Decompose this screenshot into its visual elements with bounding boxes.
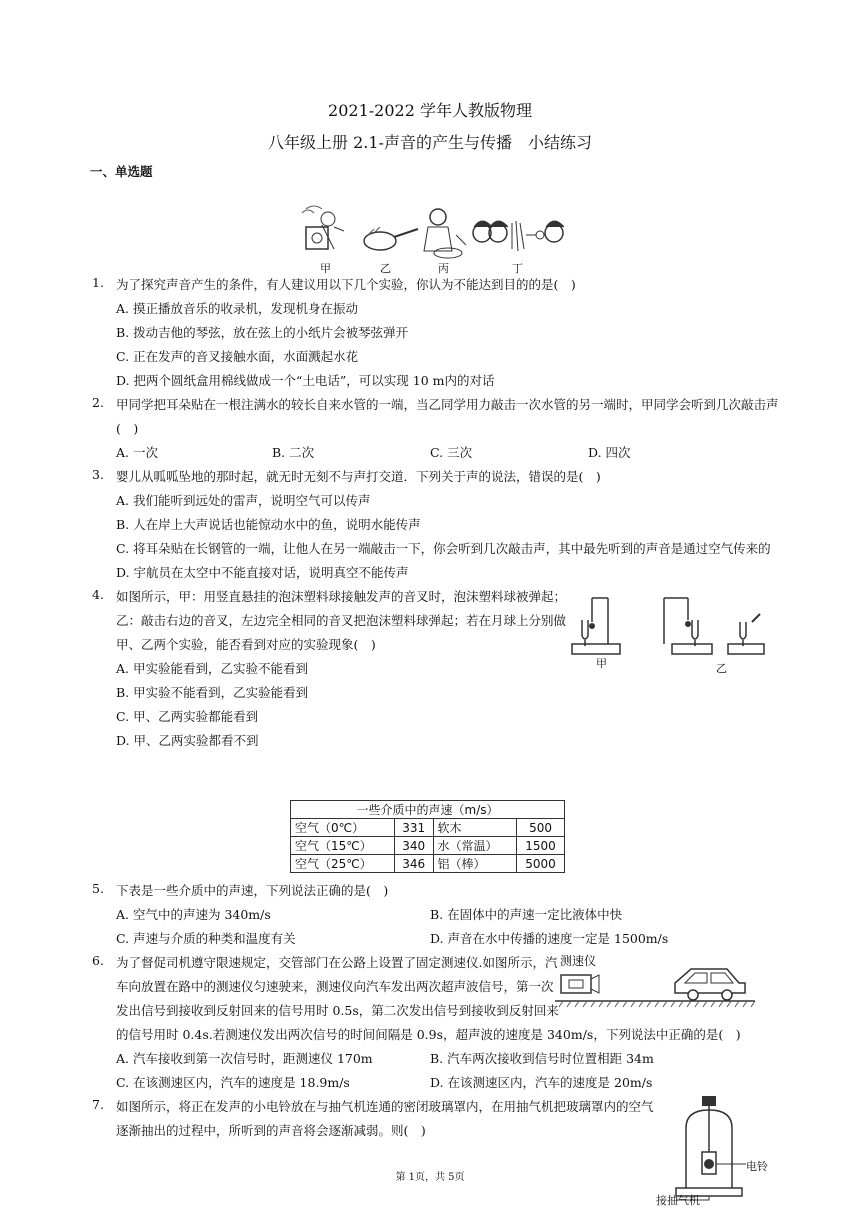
table-row [291, 855, 565, 873]
fig4-label-jia: 甲 [596, 657, 607, 670]
question-text-line2: 乙：敲击右边的音叉，左边完全相同的音叉把泡沫塑料球弹起；若在月球上分别做 [116, 613, 567, 628]
question-text-cont: ( ) [116, 421, 139, 436]
sound-speed-table [290, 800, 565, 873]
page-subtitle: 八年级上册 2.1-声音的产生与传播 小结练习 [268, 133, 592, 152]
question-text-line1: 如图所示，甲：用竖直悬挂的泡沫塑料球接触发声的音叉时，泡沫塑料球被弹起； [116, 589, 567, 604]
fig4-label-yi: 乙 [716, 662, 727, 675]
table-cell: 空气（0℃） [291, 819, 395, 837]
table-row [291, 801, 565, 819]
page-title: 2021-2022 学年人教版物理 [328, 101, 532, 120]
fig1-label-bing: 丙 [438, 262, 449, 275]
figure-speed-meter-car [555, 965, 760, 1015]
option-c: C. 正在发声的音叉接触水面，水面溅起水花 [116, 349, 359, 364]
option-a: A. 我们能听到远处的雷声，说明空气可以传声 [116, 493, 371, 508]
option-a: A. 一次 [116, 445, 158, 460]
option-b: B. 人在岸上大声说话也能惊动水中的鱼，说明水能传声 [116, 517, 421, 532]
table-cell: 铝（棒） [433, 855, 517, 873]
option-b: B. 二次 [272, 445, 315, 460]
question-text: 下表是一些介质中的声速，下列说法正确的是( ) [116, 883, 389, 898]
question-number: 1. [92, 275, 104, 290]
option-c: C. 在该测速区内，汽车的速度是 18.9m/s [116, 1075, 350, 1090]
fig1-label-yi: 乙 [380, 262, 391, 275]
option-c: C. 甲、乙两实验都能看到 [116, 709, 259, 724]
option-a: A. 汽车接收到第一次信号时，距测速仪 170m [116, 1051, 373, 1066]
option-d: D. 在该测速区内，汽车的速度是 20m/s [430, 1075, 653, 1090]
table-cell: 340 [394, 837, 433, 855]
option-d: D. 把两个圆纸盒用棉线做成一个“土电话”，可以实现 10 m内的对话 [116, 373, 495, 388]
question-text-line4: 的信号用时 0.4s.若测速仪发出两次信号的时间间隔是 0.9s，超声波的速度是 340m/s，下列说法中正确的是( ) [116, 1027, 741, 1042]
option-c: C. 声速与介质的种类和温度有关 [116, 931, 296, 946]
bell-label: 电铃 [746, 1160, 768, 1173]
question-number: 6. [92, 953, 104, 968]
page-footer: 第 1页，共 5页 [395, 1172, 465, 1183]
option-d: D. 甲、乙两实验都看不到 [116, 733, 259, 748]
question-text: 婴儿从呱呱坠地的那时起，就无时无刻不与声打交道．下列关于声的说法，错误的是( ) [116, 469, 601, 484]
question-number: 2. [92, 395, 104, 410]
figure-sound-experiments [298, 205, 568, 275]
table-cell: 空气（25℃） [291, 855, 395, 873]
question-text: 甲同学把耳朵贴在一根注满水的较长自来水管的一端，当乙同学用力敲击一次水管的另一端时，甲同学会听到几次敲击声 [116, 397, 779, 412]
question-text-line2: 车向放置在路中的测速仪匀速驶来，测速仪向汽车发出两次超声波信号，第一次 [116, 979, 554, 994]
option-d: D. 四次 [588, 445, 631, 460]
option-b: B. 拨动吉他的琴弦，放在弦上的小纸片会被琴弦弹开 [116, 325, 409, 340]
question-number: 4. [92, 587, 104, 602]
table-row [291, 837, 565, 855]
question-text-line1: 如图所示，将正在发声的小电铃放在与抽气机连通的密闭玻璃罩内，在用抽气机把玻璃罩内的空气 [116, 1099, 654, 1114]
option-d: D. 声音在水中传播的速度一定是 1500m/s [430, 931, 669, 946]
question-text-line3: 发出信号到接收到反射回来的信号用时 0.5s，第二次发出信号到接收到反射回来 [116, 1003, 559, 1018]
figure-bell-jar [672, 1092, 752, 1202]
table-cell: 水（常温） [433, 837, 517, 855]
table-cell: 5000 [517, 855, 565, 873]
option-b: B. 汽车两次接收到信号时位置相距 34m [430, 1051, 654, 1066]
question-text-line3: 甲、乙两个实验，能否看到对应的实验现象( ) [116, 637, 376, 652]
table-cell: 空气（15℃） [291, 837, 395, 855]
pump-label: 接抽气机 [656, 1194, 700, 1207]
table-row [291, 819, 565, 837]
option-c: C. 将耳朵贴在长钢管的一端，让他人在另一端敲击一下，你会听到几次敲击声，其中最先听到的声音是通过空气传来的 [116, 541, 771, 556]
speed-meter-label: 测速仪 [560, 954, 597, 968]
option-a: A. 甲实验能看到，乙实验不能看到 [116, 661, 308, 676]
option-a: A. 摸正播放音乐的收录机，发现机身在振动 [116, 301, 358, 316]
table-cell: 1500 [517, 837, 565, 855]
table-cell: 331 [394, 819, 433, 837]
question-text-line1: 为了督促司机遵守限速规定，交管部门在公路上设置了固定测速仪.如图所示，汽 [116, 955, 558, 970]
question-number: 3. [92, 467, 104, 482]
question-text-line2: 逐渐抽出的过程中，所听到的声音将会逐渐减弱。则( ) [116, 1123, 426, 1138]
fig1-label-jia: 甲 [320, 262, 331, 275]
table-title: 一些介质中的声速（m/s） [291, 801, 565, 819]
table-cell: 软木 [433, 819, 517, 837]
question-number: 7. [92, 1097, 104, 1112]
section-heading: 一、单选题 [90, 164, 153, 179]
table-cell: 346 [394, 855, 433, 873]
question-number: 5. [92, 881, 104, 896]
option-b: B. 甲实验不能看到，乙实验能看到 [116, 685, 309, 700]
option-b: B. 在固体中的声速一定比液体中快 [430, 907, 623, 922]
option-c: C. 三次 [430, 445, 473, 460]
question-text: 为了探究声音产生的条件，有人建议用以下几个实验，你认为不能达到目的的是( ) [116, 277, 576, 292]
table-cell: 500 [517, 819, 565, 837]
fig1-label-ding: 丁 [512, 262, 523, 275]
option-a: A. 空气中的声速为 340m/s [116, 907, 271, 922]
option-d: D. 宇航员在太空中不能直接对话，说明真空不能传声 [116, 565, 409, 580]
